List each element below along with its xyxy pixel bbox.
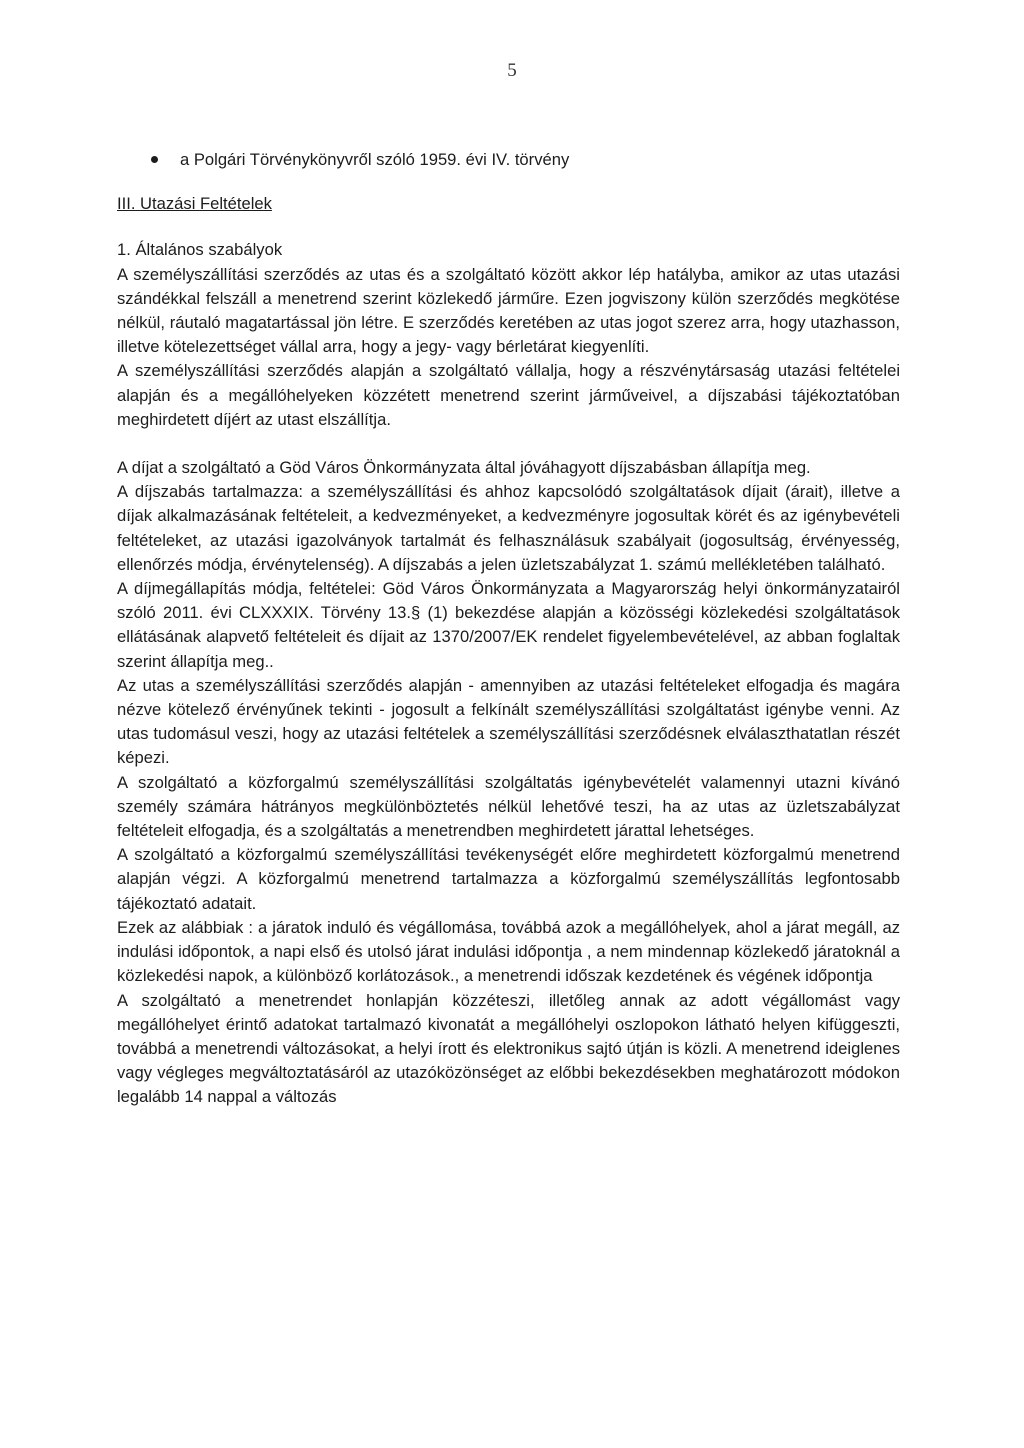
paragraph: A szolgáltató a közforgalmú személyszállítási tevékenységét előre meghirdetett közforgalmú menetrend alapján végzi. A közforgalmú menetrend tartalmazza a közforgalmú személyszállítás legfontosabb tájékoztató adatait. [117,845,900,913]
bullet-list-item [151,148,900,172]
paragraph: A díjmegállapítás módja, feltételei: Göd Város Önkormányzata a Magyarország helyi önkormányzatairól szóló 2011. évi CLXXXIX. Törvény 13.§ (1) bekezdése alapján a közösségi közlekedési szolgáltatások ellátásának alapvető feltételeit és díjait az 1370/2007/EK rendelet figyelembevételével, az abban foglaltak szerint állapítja meg.. [117,579,900,671]
paragraph: Az utas a személyszállítási szerződés alapján - amennyiben az utazási feltételeket elfogadja és magára nézve kötelező érvényűnek tekinti - jogosult a felkínált személyszállítási szolgáltatást igénybe venni. Az utas tudomásul veszi, hogy az utazási feltételek a személyszállítási szerződésnek elválaszthatatlan részét képezi. [117,675,900,768]
paragraph: A személyszállítási szerződés az utas és a szolgáltató között akkor lép hatályba, amikor az utas utazási szándékkal felszáll a menetrend szerint közlekedő járműre. Ezen jogviszony külön szerződés megkötése nélkül, ráutaló magatartással jön létre. E szerződés keretében az utas jogot szerez arra, hogy utazhasson, illetve kötelezettséget vállal arra, hogy a jegy- vagy bérletárat kiegyenlíti. [117,264,900,357]
paragraph: A díjat a szolgáltató a Göd Város Önkormányzata által jóváhagyott díjszabásban állapítja meg. [117,458,811,478]
page-number: 5 [507,60,517,81]
section-title: III. Utazási Feltételek [117,194,272,214]
document-body [117,148,900,1110]
bullet-text: a Polgári Törvénykönyvről szóló 1959. évi IV. törvény [180,150,570,169]
bullet-icon [151,156,158,163]
paragraph: A díjszabás tartalmazza: a személyszállítási és ahhoz kapcsolódó szolgáltatások díjait (árait), illetve a díjak alkalmazásának feltételeit, a kedvezményeket, a kedvezményre jogosultak körét és az igénybevételi feltételeket, az utazási igazolványok tartalmát és felhasználásuk szabályait (jogosultság, érvényesség, ellenőrzés módja, érvénytelenség). A díjszabás a jelen üzletszabályzat 1. számú mellékletében található. [117,482,900,574]
paragraph: A személyszállítási szerződés alapján a szolgáltató vállalja, hogy a részvénytársaság utazási feltételei alapján és a megállóhelyeken közzétett menetrend szerint járműveivel, a díjszabási tájékoztatóban meghirdetett díjért az utast elszállítja. [117,361,900,429]
paragraph: Ezek az alábbiak : a járatok induló és végállomása, továbbá azok a megállóhelyek, ahol a járat megáll, az indulási időpontok, a napi első és utolsó járat indulási időpontja , a nem mindennap közlekedő járatoknál a közlekedési napok, a különböző korlátozások., a menetrendi időszak kezdetének és végének időpontja [117,917,900,986]
paragraph: A szolgáltató a közforgalmú személyszállítási szolgáltatás igénybevételét valamennyi utazni kívánó személy számára hátrányos megkülönböztetés nélkül lehetővé teszi, ha az utas az üzletszabályzat feltételeit elfogadja, és a szolgáltatás a menetrendben meghirdetett járattal lehetséges. [117,772,900,841]
paragraph: A szolgáltató a menetrendet honlapján közzéteszi, illetőleg annak az adott végállomást vagy megállóhelyet érintő adatokat tartalmazó kivonatát a megállóhelyi oszlopokon látható helyen kifüggeszti, továbbá a menetrendi változásokat, a helyi írott és elektronikus sajtó útján is közli. A menetrend ideiglenes vagy végleges megváltoztatásáról az utazóközönséget az előbbi bekezdésekben meghatározott módokon legalább 14 nappal a változás [117,990,900,1107]
subsection-title: 1. Általános szabályok [117,240,283,260]
